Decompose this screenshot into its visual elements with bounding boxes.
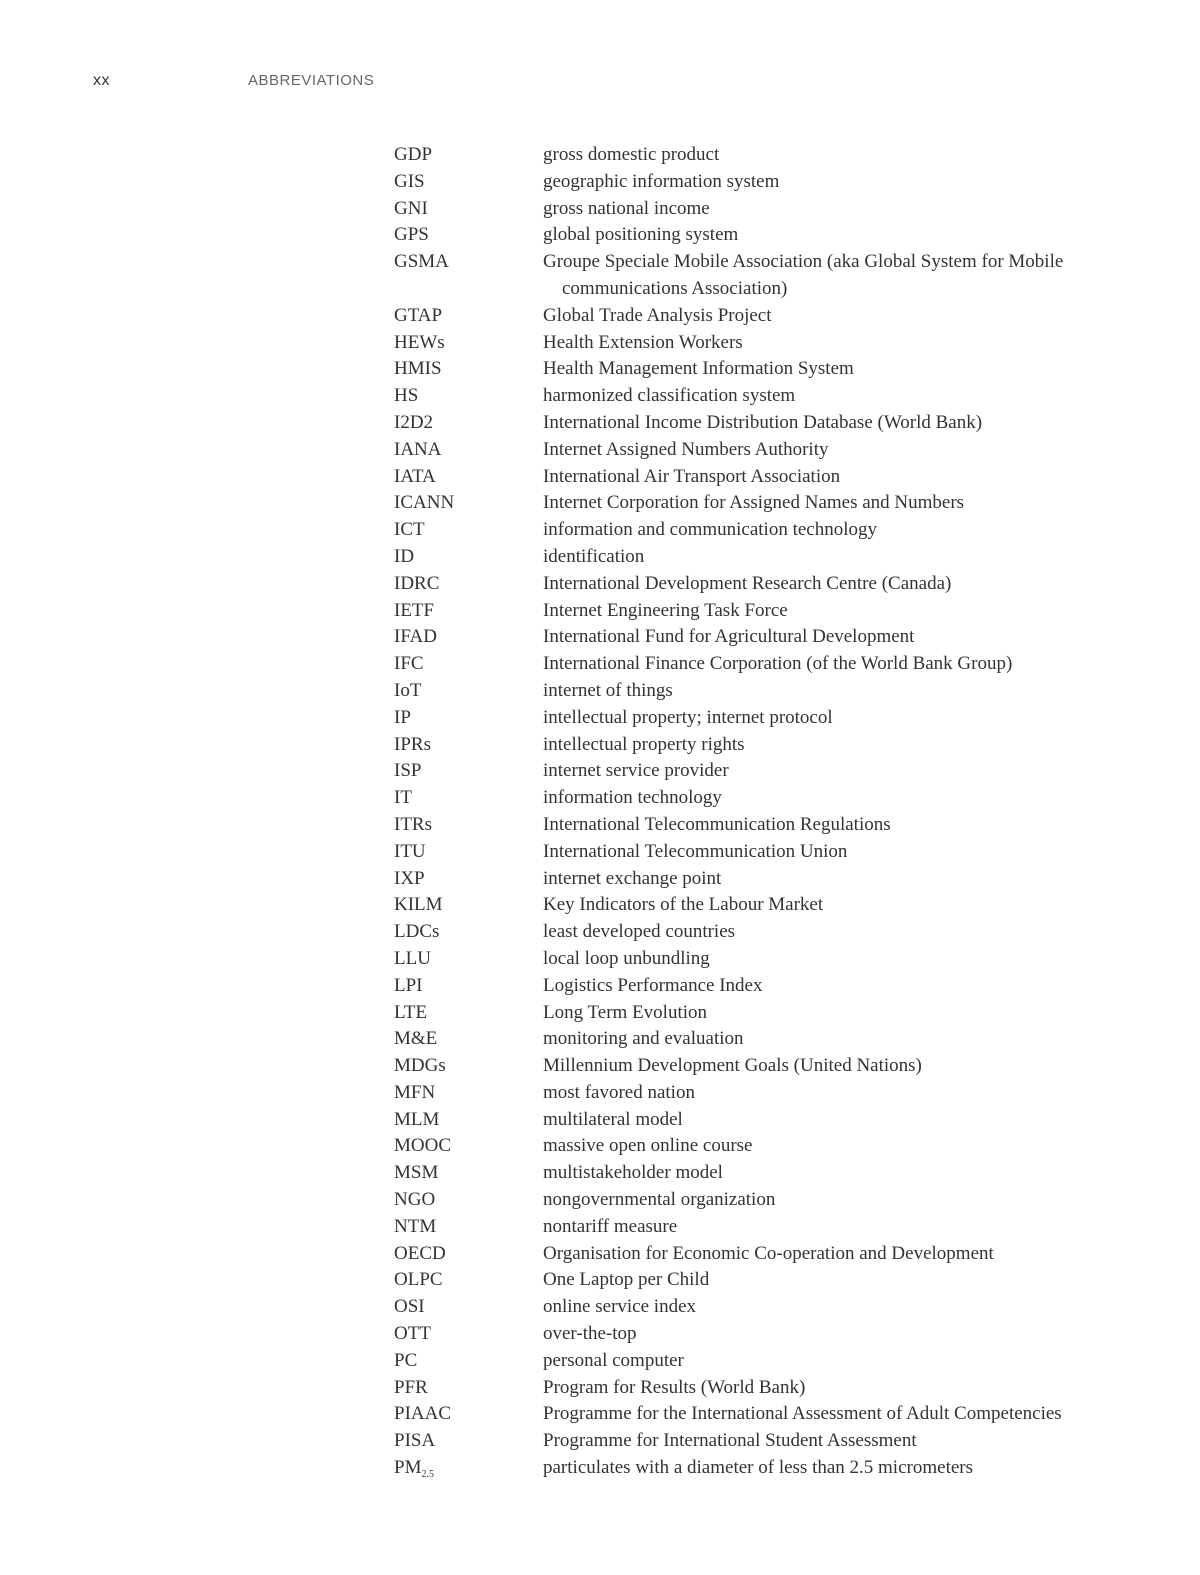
abbreviation-row (394, 1428, 1094, 1455)
abbreviation-definition: intellectual property rights (543, 733, 745, 755)
abbreviation-term-text: GTAP (394, 304, 443, 326)
abbreviation-term-text: IDRC (394, 572, 440, 594)
abbreviation-term (394, 1348, 543, 1375)
abbreviation-term (394, 1241, 543, 1268)
abbreviation-row (394, 356, 1094, 383)
abbreviation-row (394, 946, 1094, 973)
abbreviation-term (394, 946, 543, 973)
abbreviation-term (394, 410, 543, 437)
abbreviation-term-text: ISP (394, 760, 422, 782)
abbreviation-term (394, 1133, 543, 1160)
abbreviation-row (394, 1348, 1094, 1375)
abbreviation-term (394, 437, 543, 464)
abbreviation-row (394, 866, 1094, 893)
abbreviation-term (394, 544, 543, 571)
abbreviation-definition: most favored nation (543, 1081, 695, 1103)
abbreviation-row (394, 196, 1094, 223)
abbreviation-term (394, 1214, 543, 1241)
page-header (93, 72, 793, 92)
abbreviation-term (394, 1080, 543, 1107)
abbreviation-term (394, 919, 543, 946)
abbreviation-definition: information technology (543, 787, 722, 809)
abbreviation-term-text: GSMA (394, 251, 449, 273)
abbreviation-term (394, 758, 543, 785)
abbreviation-row (394, 651, 1094, 678)
abbreviation-definition: internet of things (543, 679, 673, 701)
abbreviation-term (394, 1107, 543, 1134)
abbreviation-term (394, 1428, 543, 1455)
abbreviation-row (394, 892, 1094, 919)
abbreviation-definition: Global Trade Analysis Project (543, 304, 772, 326)
abbreviation-term (394, 464, 543, 491)
abbreviation-definition: Health Extension Workers (543, 331, 743, 353)
abbreviation-term (394, 1321, 543, 1348)
abbreviation-row (394, 303, 1094, 330)
abbreviation-term (394, 1026, 543, 1053)
abbreviation-term (394, 892, 543, 919)
abbreviation-term (394, 1160, 543, 1187)
abbreviation-term-text: MDGs (394, 1055, 446, 1077)
abbreviation-definition: multistakeholder model (543, 1162, 723, 1184)
abbreviation-row (394, 571, 1094, 598)
abbreviation-row (394, 464, 1094, 491)
abbreviation-definition: gross national income (543, 197, 710, 219)
abbreviation-term (394, 624, 543, 651)
abbreviation-term-text: GIS (394, 170, 425, 192)
abbreviation-definition: online service index (543, 1296, 697, 1318)
abbreviation-definition: Groupe Speciale Mobile Association (aka Global System for Mobile communications Association) (543, 251, 1064, 299)
abbreviation-term-text: PC (394, 1349, 418, 1371)
abbreviation-term (394, 356, 543, 383)
abbreviation-term-text: IoT (394, 679, 422, 701)
abbreviation-row (394, 758, 1094, 785)
abbreviation-row (394, 490, 1094, 517)
abbreviation-row (394, 839, 1094, 866)
abbreviation-definition: internet exchange point (543, 867, 722, 889)
abbreviation-definition: International Development Research Centre (Canada) (543, 572, 952, 594)
abbreviation-row (394, 1294, 1094, 1321)
abbreviation-definition: International Income Distribution Database (World Bank) (543, 411, 983, 433)
abbreviation-term-text: IATA (394, 465, 436, 487)
abbreviation-row (394, 1455, 1094, 1489)
abbreviation-term (394, 1267, 543, 1294)
abbreviation-definition: harmonized classification system (543, 385, 796, 407)
abbreviation-term (394, 330, 543, 357)
abbreviation-term-text: ITRs (394, 813, 432, 835)
abbreviation-definition: Organisation for Economic Co-operation and Development (543, 1242, 994, 1264)
abbreviation-definition: Internet Corporation for Assigned Names and Numbers (543, 492, 965, 514)
abbreviation-row (394, 1133, 1094, 1160)
abbreviation-term (394, 571, 543, 598)
abbreviation-term (394, 1053, 543, 1080)
abbreviation-term (394, 651, 543, 678)
abbreviation-term-subscript: 2.5 (421, 1469, 434, 1481)
abbreviation-definition: Long Term Evolution (543, 1001, 708, 1023)
abbreviation-term (394, 1187, 543, 1214)
abbreviation-definition: Programme for the International Assessment of Adult Competencies (543, 1403, 1062, 1425)
abbreviation-term-text: IETF (394, 599, 435, 621)
abbreviation-definition: Program for Results (World Bank) (543, 1376, 806, 1398)
abbreviation-term-text: HEWs (394, 331, 445, 353)
abbreviation-row (394, 919, 1094, 946)
abbreviation-definition: Logistics Performance Index (543, 974, 763, 996)
abbreviation-row (394, 973, 1094, 1000)
abbreviation-term-text: M&E (394, 1028, 438, 1050)
abbreviation-term (394, 222, 543, 249)
abbreviation-definition: over-the-top (543, 1323, 637, 1345)
abbreviation-row (394, 705, 1094, 732)
abbreviation-term-text: ITU (394, 840, 426, 862)
abbreviation-term-text: OSI (394, 1296, 425, 1318)
abbreviation-definition: International Fund for Agricultural Development (543, 626, 915, 648)
abbreviation-definition: local loop unbundling (543, 947, 710, 969)
abbreviation-term-text: PIAAC (394, 1403, 452, 1425)
abbreviation-term (394, 973, 543, 1000)
abbreviation-row (394, 1053, 1094, 1080)
abbreviation-definition: Internet Assigned Numbers Authority (543, 438, 829, 460)
abbreviation-term-text: OTT (394, 1323, 431, 1345)
abbreviation-row (394, 1187, 1094, 1214)
abbreviation-term-text: LPI (394, 974, 423, 996)
abbreviation-term-text: PISA (394, 1430, 436, 1452)
abbreviation-term (394, 1294, 543, 1321)
abbreviation-row (394, 1000, 1094, 1027)
abbreviation-row (394, 169, 1094, 196)
abbreviation-row (394, 785, 1094, 812)
abbreviation-term-text: KILM (394, 894, 443, 916)
abbreviation-term (394, 732, 543, 759)
abbreviation-term (394, 812, 543, 839)
abbreviation-term-text: ICT (394, 519, 425, 541)
abbreviation-term (394, 1375, 543, 1402)
abbreviation-row (394, 222, 1094, 249)
abbreviation-term-text: HS (394, 385, 419, 407)
abbreviation-term-text: HMIS (394, 358, 442, 380)
abbreviation-definition: gross domestic product (543, 144, 720, 165)
abbreviation-definition: Programme for International Student Assessment (543, 1430, 917, 1452)
abbreviation-row (394, 1214, 1094, 1241)
abbreviation-definition: International Finance Corporation (of the World Bank Group) (543, 653, 1013, 675)
running-head: ABBREVIATIONS (248, 72, 375, 89)
abbreviation-definition: particulates with a diameter of less than 2.5 micrometers (543, 1457, 973, 1479)
abbreviation-definition: identification (543, 545, 645, 567)
abbreviation-definition: intellectual property; internet protocol (543, 706, 833, 728)
abbreviation-term (394, 705, 543, 732)
abbreviation-term-text: NTM (394, 1215, 437, 1237)
abbreviation-definition: International Telecommunication Regulations (543, 813, 891, 835)
abbreviation-term-text: LTE (394, 1001, 428, 1023)
abbreviation-definition: internet service provider (543, 760, 729, 782)
abbreviation-definition: monitoring and evaluation (543, 1028, 744, 1050)
abbreviation-term-text: ICANN (394, 492, 455, 514)
abbreviation-row (394, 544, 1094, 571)
abbreviation-term-text: IFC (394, 653, 424, 675)
abbreviation-term (394, 383, 543, 410)
abbreviation-row (394, 1267, 1094, 1294)
abbreviation-definition: multilateral model (543, 1108, 683, 1130)
abbreviation-definition: least developed countries (543, 921, 736, 943)
abbreviation-term-text: I2D2 (394, 411, 434, 433)
abbreviation-row (394, 812, 1094, 839)
abbreviation-term-text: OECD (394, 1242, 446, 1264)
abbreviation-definition: massive open online course (543, 1135, 753, 1157)
abbreviation-term-text: OLPC (394, 1269, 443, 1291)
abbreviation-definition: nontariff measure (543, 1215, 678, 1237)
abbreviation-term-text: GPS (394, 224, 429, 246)
abbreviation-row (394, 1160, 1094, 1187)
page-number: xx (93, 72, 110, 89)
abbreviations-list (394, 142, 1094, 1489)
abbreviation-term (394, 249, 543, 276)
abbreviation-term-text: IFAD (394, 626, 437, 648)
abbreviation-definition: Health Management Information System (543, 358, 854, 380)
abbreviation-definition: One Laptop per Child (543, 1269, 710, 1291)
abbreviation-term (394, 1455, 543, 1489)
abbreviation-term (394, 303, 543, 330)
abbreviation-definition: personal computer (543, 1349, 684, 1371)
abbreviation-term-text: IP (394, 706, 411, 728)
abbreviation-row (394, 678, 1094, 705)
abbreviation-term-text: IPRs (394, 733, 431, 755)
abbreviation-term-text: IT (394, 787, 412, 809)
abbreviation-row (394, 437, 1094, 464)
abbreviation-row (394, 1375, 1094, 1402)
abbreviation-row (394, 1241, 1094, 1268)
abbreviation-row (394, 732, 1094, 759)
abbreviation-term (394, 490, 543, 517)
abbreviation-term (394, 839, 543, 866)
abbreviation-term (394, 1000, 543, 1027)
abbreviation-definition: global positioning system (543, 224, 739, 246)
abbreviation-term-text: LDCs (394, 921, 440, 943)
abbreviation-term (394, 866, 543, 893)
abbreviation-definition: geographic information system (543, 170, 780, 192)
abbreviation-term (394, 598, 543, 625)
abbreviation-row (394, 624, 1094, 651)
abbreviation-term-text: NGO (394, 1189, 436, 1211)
abbreviation-term-text: GNI (394, 197, 428, 219)
abbreviation-term (394, 142, 543, 169)
abbreviation-definition: Key Indicators of the Labour Market (543, 894, 824, 916)
abbreviation-row (394, 330, 1094, 357)
abbreviation-term (394, 517, 543, 544)
abbreviation-term (394, 196, 543, 223)
abbreviation-row (394, 1401, 1094, 1428)
abbreviation-definition: International Telecommunication Union (543, 840, 848, 862)
abbreviation-term-text: MSM (394, 1162, 439, 1184)
abbreviation-definition: nongovernmental organization (543, 1189, 776, 1211)
abbreviation-row (394, 410, 1094, 437)
abbreviation-term-text: ID (394, 545, 415, 567)
abbreviation-term-text: PM (394, 1457, 422, 1479)
abbreviation-row (394, 517, 1094, 544)
abbreviation-row (394, 142, 1094, 169)
abbreviation-term-text: MFN (394, 1081, 436, 1103)
abbreviation-row (394, 249, 1094, 303)
abbreviation-row (394, 1107, 1094, 1134)
abbreviation-row (394, 1080, 1094, 1107)
abbreviation-term (394, 169, 543, 196)
abbreviation-term (394, 678, 543, 705)
abbreviation-term-text: MOOC (394, 1135, 452, 1157)
abbreviation-term-text: MLM (394, 1108, 440, 1130)
abbreviation-row (394, 1321, 1094, 1348)
abbreviation-term (394, 1401, 543, 1428)
abbreviation-row (394, 598, 1094, 625)
abbreviation-term (394, 785, 543, 812)
abbreviation-definition: information and communication technology (543, 519, 878, 541)
abbreviation-term-text: PFR (394, 1376, 428, 1398)
abbreviation-term-text: LLU (394, 947, 431, 969)
abbreviation-term-text: GDP (394, 144, 433, 165)
abbreviation-row (394, 383, 1094, 410)
abbreviation-term-text: IANA (394, 438, 442, 460)
abbreviation-row (394, 1026, 1094, 1053)
abbreviation-term-text: IXP (394, 867, 425, 889)
abbreviation-definition: Millennium Development Goals (United Nations) (543, 1055, 922, 1077)
abbreviation-definition: Internet Engineering Task Force (543, 599, 788, 621)
abbreviation-definition: International Air Transport Association (543, 465, 841, 487)
